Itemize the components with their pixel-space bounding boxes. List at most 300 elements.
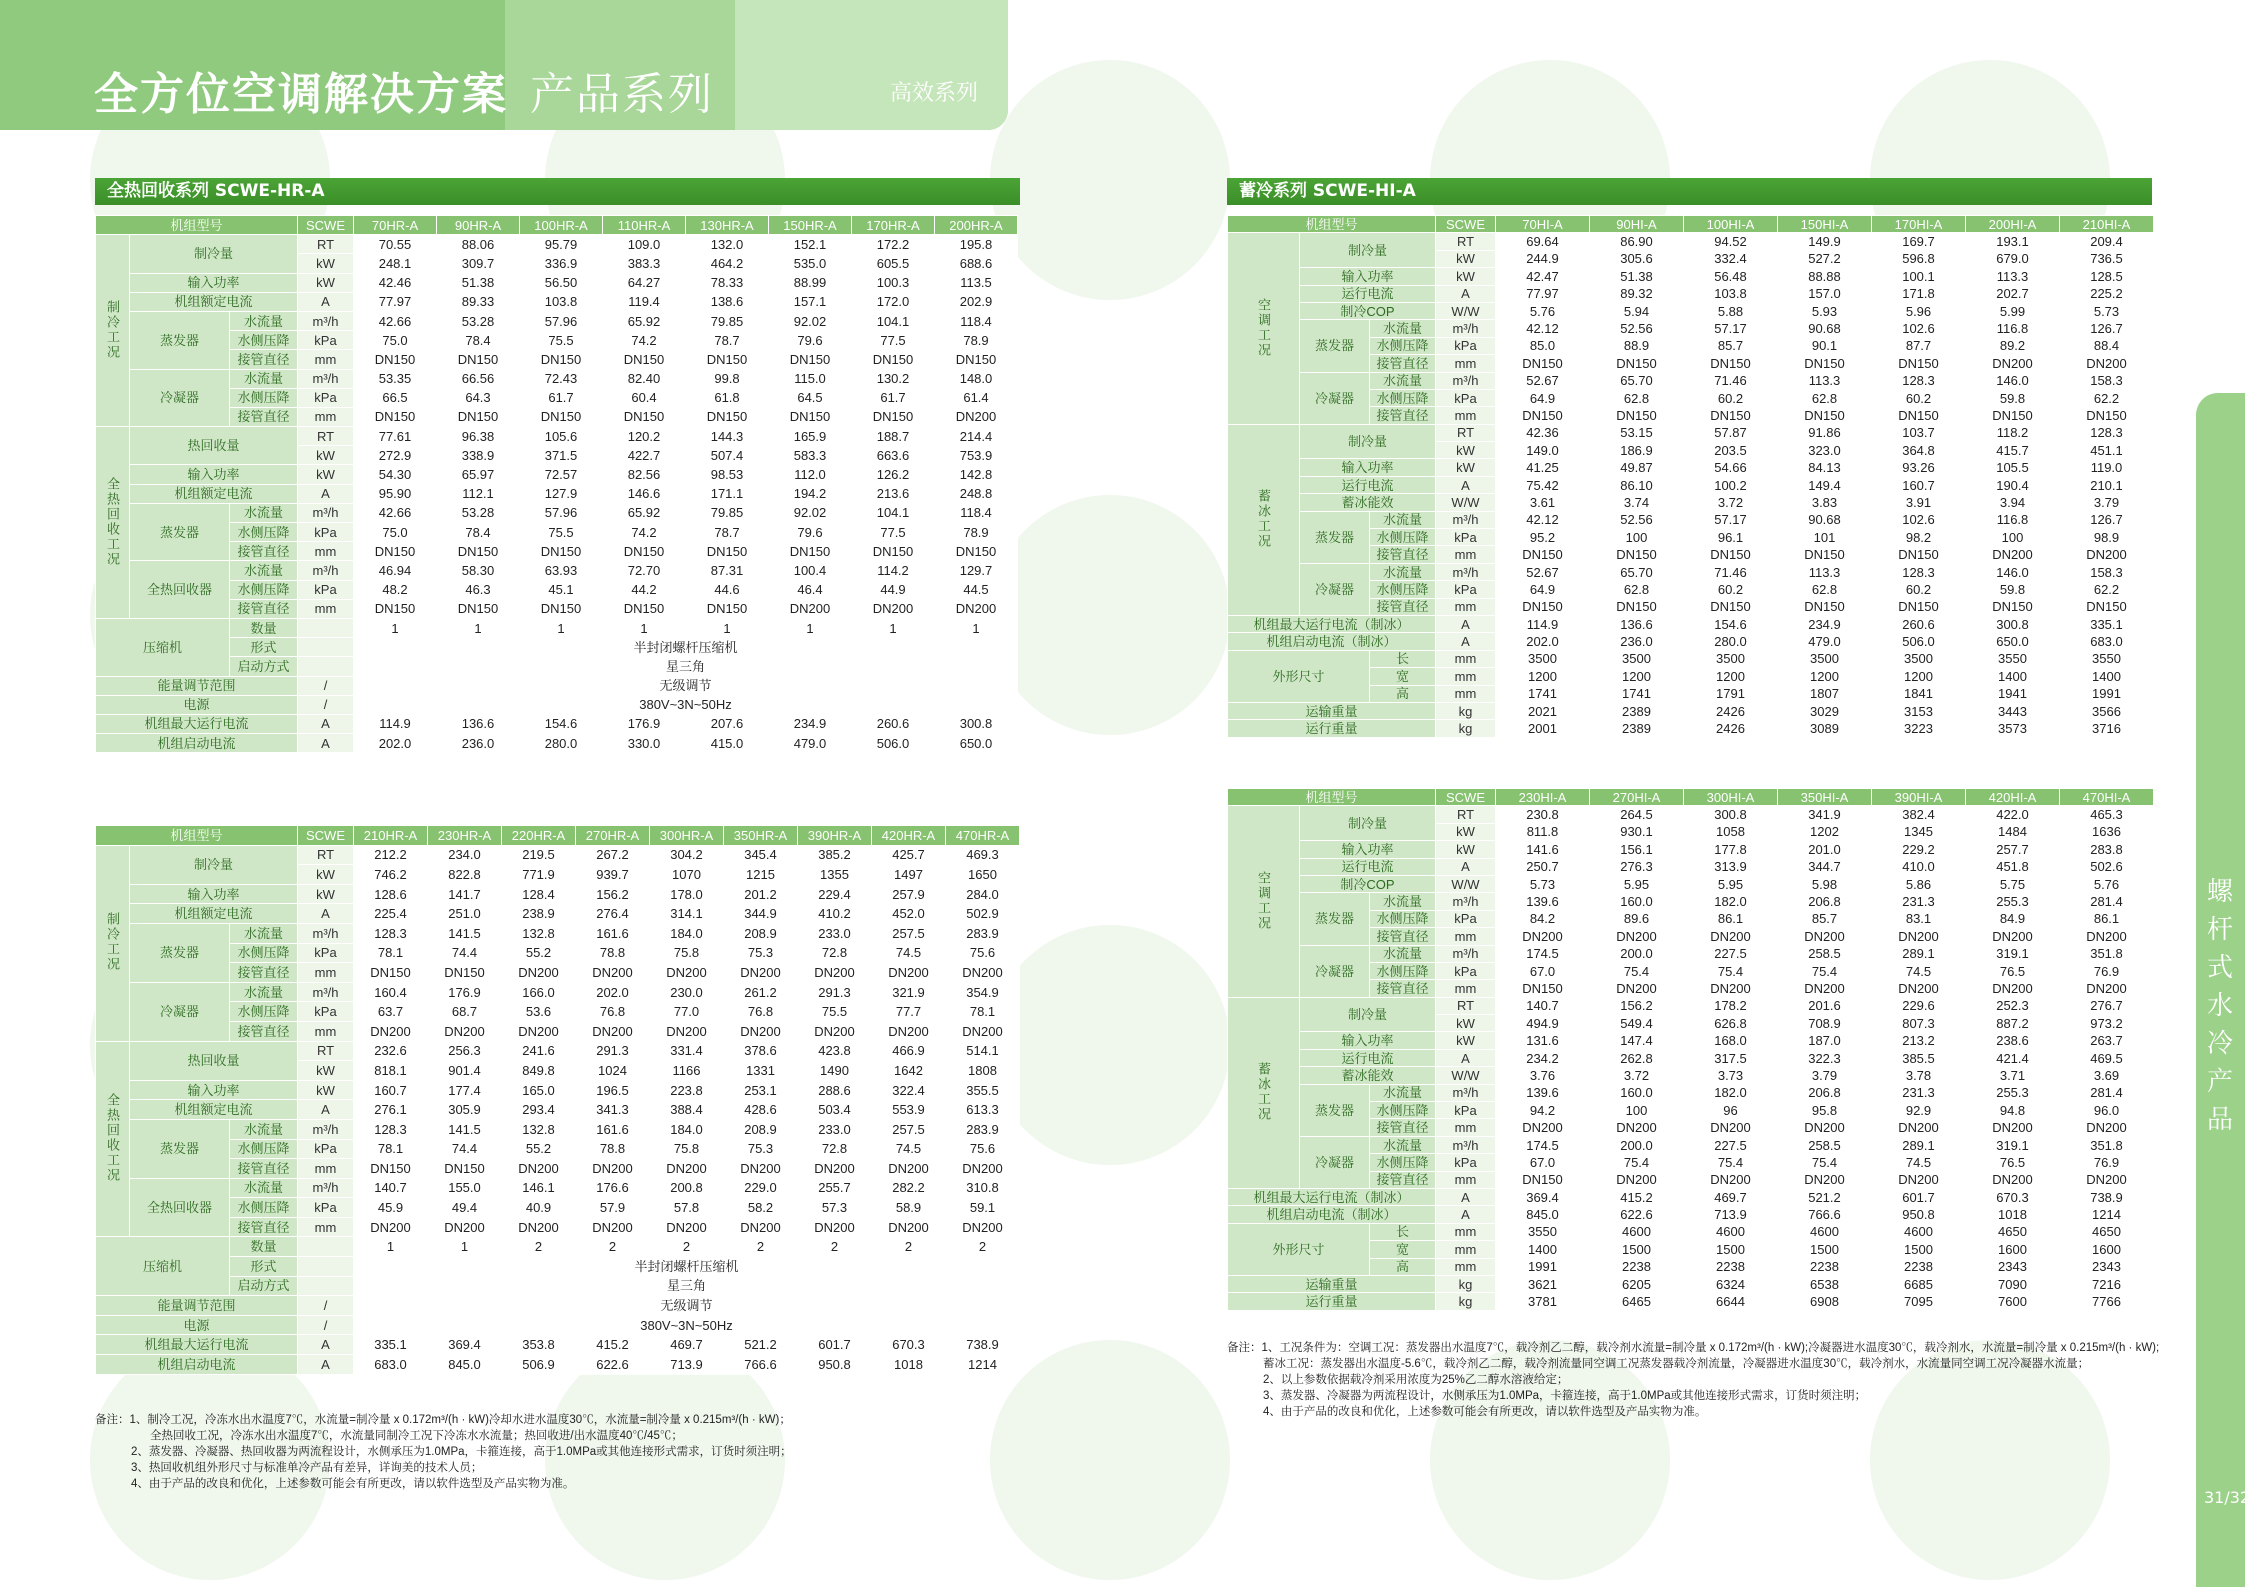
sub-param-label: 接管直径	[230, 1021, 298, 1041]
value-cell: DN200	[2060, 1119, 2154, 1136]
value-cell: 1	[428, 1237, 502, 1257]
value-cell: 236.0	[437, 734, 520, 753]
value-cell: DN200	[946, 1217, 1020, 1237]
table-row	[1228, 875, 2154, 892]
value-cell: 75.6	[946, 943, 1020, 963]
sub-param-label: 水侧压降	[1370, 337, 1436, 354]
value-cell: 86.90	[1590, 233, 1684, 250]
value-cell: 811.8	[1496, 823, 1590, 840]
value-cell: DN150	[603, 542, 686, 561]
value-cell: 182.0	[1684, 1084, 1778, 1101]
value-cell: 148.0	[935, 369, 1018, 388]
value-cell: 300.8	[1966, 615, 2060, 632]
compressor-label: 压缩机	[96, 1237, 230, 1296]
value-cell: 1018	[872, 1355, 946, 1375]
sub-param-label: 接管直径	[230, 963, 298, 983]
condition-label	[96, 1041, 130, 1237]
value-cell: 213.6	[852, 484, 935, 503]
table-row	[1228, 320, 2154, 337]
value-cell: 89.33	[437, 292, 520, 311]
param-label: 机组额定电流	[130, 904, 298, 924]
model-name: 200HR-A	[935, 216, 1018, 235]
value-cell: 5.98	[1778, 875, 1872, 892]
sub-param-label: 长	[1370, 650, 1436, 667]
value-cell: 144.3	[686, 427, 769, 446]
value-cell: 76.9	[2060, 962, 2154, 979]
value-cell: DN200	[354, 1217, 428, 1237]
value-cell: 56.48	[1684, 268, 1778, 285]
value-cell: 200.0	[1590, 945, 1684, 962]
table-row	[96, 369, 1018, 388]
sub-param-label: 启动方式	[230, 657, 298, 676]
table-row	[1228, 563, 2154, 580]
unit-cell: kPa	[298, 1198, 354, 1218]
value-cell: 3.79	[2060, 494, 2154, 511]
unit-cell: kg	[1436, 1275, 1496, 1292]
note-line: 4、由于产品的改良和优化，上述参数可能会有所更改，请以软件选型及产品实物为准。	[131, 1478, 575, 1490]
table-row	[96, 465, 1018, 484]
table-row	[96, 542, 1018, 561]
value-cell: DN150	[769, 407, 852, 426]
value-cell: 1	[520, 618, 603, 637]
value-cell: 1500	[1590, 1241, 1684, 1258]
value-cell: 201.6	[1778, 997, 1872, 1014]
model-header: 机组型号	[96, 826, 298, 846]
value-cell: 64.3	[437, 388, 520, 407]
value-cell: 388.4	[650, 1100, 724, 1120]
value-cell: DN200	[798, 963, 872, 983]
value-cell: 1600	[1966, 1241, 2060, 1258]
value-cell: DN200	[2060, 980, 2154, 997]
component-label: 蒸发器	[130, 1119, 230, 1178]
component-label: 冷凝器	[130, 982, 230, 1041]
sub-param-label: 宽	[1370, 668, 1436, 685]
condition-label	[1228, 424, 1300, 615]
value-cell: DN150	[1590, 407, 1684, 424]
value-cell: 3.73	[1684, 1067, 1778, 1084]
value-cell: 72.57	[520, 465, 603, 484]
value-cell: 280.0	[520, 734, 603, 753]
value-cell: 506.9	[502, 1355, 576, 1375]
value-cell: 503.4	[798, 1100, 872, 1120]
value-cell: 1500	[1778, 1241, 1872, 1258]
value-cell: 86.1	[2060, 910, 2154, 927]
value-cell: 40.9	[502, 1198, 576, 1218]
value-cell: 5.93	[1778, 302, 1872, 319]
table-row	[96, 695, 1018, 714]
value-cell: 89.32	[1590, 285, 1684, 302]
unit-cell: A	[1436, 285, 1496, 302]
value-cell: 141.6	[1496, 841, 1590, 858]
value-cell: 502.6	[2060, 858, 2154, 875]
value-cell: 79.85	[686, 311, 769, 330]
unit-cell: W/W	[1436, 875, 1496, 892]
value-cell: 156.1	[1590, 841, 1684, 858]
value-cell: 202.0	[1496, 633, 1590, 650]
value-cell: 146.1	[502, 1178, 576, 1198]
value-cell: 415.2	[1590, 1188, 1684, 1205]
value-cell: 61.7	[520, 388, 603, 407]
value-cell: DN150	[1496, 407, 1590, 424]
value-cell: 102.6	[1872, 511, 1966, 528]
value-cell: DN150	[1590, 598, 1684, 615]
unit-header: SCWE	[1436, 789, 1496, 806]
value-cell: 231.3	[1872, 893, 1966, 910]
model-header: 机组型号	[1228, 789, 1436, 806]
unit-cell: mm	[1436, 1258, 1496, 1275]
table-row	[96, 311, 1018, 330]
model-name: 210HR-A	[354, 826, 428, 846]
unit-cell: RT	[1436, 424, 1496, 441]
table-row	[1228, 511, 2154, 528]
unit-cell: m³/h	[298, 982, 354, 1002]
sub-param-label: 水流量	[230, 1119, 298, 1139]
vertical-label: 全热回收工况	[105, 1093, 120, 1183]
value-cell: 1058	[1684, 823, 1778, 840]
value-cell: 109.0	[603, 235, 686, 254]
unit-cell: kPa	[298, 331, 354, 350]
value-cell: 231.3	[1872, 1084, 1966, 1101]
value-cell: 126.2	[852, 465, 935, 484]
value-cell: 4600	[1872, 1223, 1966, 1240]
value-cell: 165.0	[502, 1080, 576, 1100]
note-line: 4、由于产品的改良和优化，上述参数可能会有所更改，请以软件选型及产品实物为准。	[1263, 1406, 1707, 1418]
param-label: 制冷COP	[1300, 875, 1436, 892]
value-cell: 626.8	[1684, 1015, 1778, 1032]
value-cell: 469.7	[650, 1335, 724, 1355]
unit-cell: RT	[298, 845, 354, 865]
value-cell: 344.9	[724, 904, 798, 924]
table-row	[96, 273, 1018, 292]
value-cell: 127.9	[520, 484, 603, 503]
value-cell: 344.7	[1778, 858, 1872, 875]
value-cell: DN150	[1872, 355, 1966, 372]
value-cell: 154.6	[1684, 615, 1778, 632]
value-cell: 234.9	[769, 714, 852, 733]
value-cell: 77.5	[852, 523, 935, 542]
value-cell: DN200	[935, 599, 1018, 618]
value-cell: 3621	[1496, 1275, 1590, 1292]
value-cell: 75.4	[1778, 962, 1872, 979]
unit-cell: mm	[1436, 1119, 1496, 1136]
unit-cell: A	[298, 904, 354, 924]
value-cell: DN150	[1872, 546, 1966, 563]
value-cell: 1791	[1684, 685, 1778, 702]
value-cell: 54.30	[354, 465, 437, 484]
param-label: 输入功率	[1300, 1032, 1436, 1049]
value-cell: 354.9	[946, 982, 1020, 1002]
value-cell: 291.3	[576, 1041, 650, 1061]
value-cell: DN200	[724, 963, 798, 983]
unit-cell: A	[298, 292, 354, 311]
value-cell: 822.8	[428, 865, 502, 885]
value-cell: 75.3	[724, 1139, 798, 1159]
sub-param-label: 水流量	[1370, 1084, 1436, 1101]
value-cell: 86.1	[1684, 910, 1778, 927]
value-cell: 82.40	[603, 369, 686, 388]
value-cell: 45.9	[354, 1198, 428, 1218]
value-cell: 369.4	[428, 1335, 502, 1355]
vertical-label: 全热回收工况	[105, 476, 120, 567]
sub-param-label: 高	[1370, 685, 1436, 702]
value-cell: 57.96	[520, 311, 603, 330]
table-row	[1228, 1032, 2154, 1049]
value-cell: 213.2	[1872, 1032, 1966, 1049]
value-cell: 345.4	[724, 845, 798, 865]
table-row	[1228, 459, 2154, 476]
value-cell: 72.70	[603, 561, 686, 580]
value-cell: 69.64	[1496, 233, 1590, 250]
condition-label	[1228, 997, 1300, 1188]
watermark-logo	[990, 925, 1230, 1165]
value-cell: 766.6	[1778, 1206, 1872, 1223]
value-cell: 2001	[1496, 720, 1590, 737]
value-cell: 2238	[1590, 1258, 1684, 1275]
value-cell: 260.6	[852, 714, 935, 733]
value-cell: 62.8	[1778, 581, 1872, 598]
value-cell: 160.0	[1590, 893, 1684, 910]
component-label: 冷凝器	[1300, 563, 1370, 615]
unit-cell: kPa	[298, 1139, 354, 1159]
value-cell: 7600	[1966, 1293, 2060, 1310]
component-label: 蒸发器	[1300, 893, 1370, 945]
value-cell: 263.7	[2060, 1032, 2154, 1049]
param-label: 运行重量	[1228, 720, 1436, 737]
param-label: 机组最大运行电流（制冰）	[1228, 1188, 1436, 1205]
value-cell: 89.6	[1590, 910, 1684, 927]
value-cell: 3153	[1872, 702, 1966, 719]
value-cell: 1991	[1496, 1258, 1590, 1275]
side-tab-label: 螺杆式水冷产品	[2207, 877, 2234, 1135]
value-cell: DN200	[724, 1159, 798, 1179]
value-cell: 219.5	[502, 845, 576, 865]
table-row	[96, 1021, 1020, 1041]
sub-param-label: 水流量	[1370, 893, 1436, 910]
value-cell: DN200	[502, 1159, 576, 1179]
value-cell: 845.0	[1496, 1206, 1590, 1223]
value-cell: 201.2	[724, 884, 798, 904]
condition-label	[96, 235, 130, 427]
value-cell: 155.0	[428, 1178, 502, 1198]
value-cell: 7216	[2060, 1275, 2154, 1292]
value-cell: 160.7	[354, 1080, 428, 1100]
table-row	[96, 216, 1018, 235]
value-cell: 58.30	[437, 561, 520, 580]
value-cell: DN200	[852, 599, 935, 618]
value-cell: 178.0	[650, 884, 724, 904]
value-cell: DN200	[1966, 355, 2060, 372]
value-cell: 98.9	[2060, 529, 2154, 546]
param-label: 运行电流	[1300, 476, 1436, 493]
table-row	[1228, 633, 2154, 650]
unit-cell: mm	[1436, 928, 1496, 945]
unit-header: SCWE	[298, 216, 354, 235]
value-cell: 2389	[1590, 702, 1684, 719]
value-cell: 276.1	[354, 1100, 428, 1120]
value-cell: 353.8	[502, 1335, 576, 1355]
value-cell: 613.3	[946, 1100, 1020, 1120]
value-cell: 172.0	[852, 292, 935, 311]
unit-cell: W/W	[1436, 1067, 1496, 1084]
value-cell: DN200	[650, 963, 724, 983]
value-cell: DN200	[1590, 928, 1684, 945]
param-label: 运行电流	[1300, 858, 1436, 875]
value-cell: 94.52	[1684, 233, 1778, 250]
value-cell: 1	[686, 618, 769, 637]
value-cell: 771.9	[502, 865, 576, 885]
value-cell: 1166	[650, 1061, 724, 1081]
table-row	[1228, 841, 2154, 858]
value-cell: 75.5	[798, 1002, 872, 1022]
table-row	[1228, 476, 2154, 493]
value-cell: 452.0	[872, 904, 946, 924]
value-cell: DN200	[502, 963, 576, 983]
value-cell: 553.9	[872, 1100, 946, 1120]
value-cell: 118.4	[935, 311, 1018, 330]
value-cell: 105.6	[520, 427, 603, 446]
unit-cell: m³/h	[298, 1178, 354, 1198]
value-cell: 410.2	[798, 904, 872, 924]
value-cell: 738.9	[946, 1335, 1020, 1355]
unit-cell: kPa	[298, 943, 354, 963]
sub-param-label: 水侧压降	[1370, 529, 1436, 546]
value-cell: 338.9	[437, 446, 520, 465]
value-cell: 85.7	[1778, 910, 1872, 927]
unit-cell: RT	[1436, 233, 1496, 250]
value-cell: DN200	[2060, 928, 2154, 945]
sub-param-label: 水流量	[230, 503, 298, 522]
value-cell: 98.2	[1872, 529, 1966, 546]
value-cell: 75.4	[1684, 962, 1778, 979]
value-cell: 75.0	[354, 523, 437, 542]
unit-cell	[298, 618, 354, 637]
value-cell: 星三角	[354, 1276, 1020, 1296]
value-cell: 75.8	[650, 943, 724, 963]
component-label: 冷凝器	[1300, 372, 1370, 424]
value-cell: 118.4	[935, 503, 1018, 522]
value-cell: 140.7	[354, 1178, 428, 1198]
table-row	[96, 1041, 1020, 1061]
unit-cell: W/W	[1436, 494, 1496, 511]
model-name: 90HR-A	[437, 216, 520, 235]
value-cell: 241.6	[502, 1041, 576, 1061]
value-cell: 203.5	[1684, 442, 1778, 459]
value-cell: 95.79	[520, 235, 603, 254]
value-cell: DN200	[724, 1217, 798, 1237]
unit-cell: m³/h	[298, 369, 354, 388]
value-cell: 223.8	[650, 1080, 724, 1100]
param-label: 机组启动电流（制冰）	[1228, 633, 1436, 650]
value-cell: 42.66	[354, 503, 437, 522]
value-cell: 65.92	[603, 503, 686, 522]
value-cell: 3089	[1778, 720, 1872, 737]
value-cell: 1	[437, 618, 520, 637]
note-line: 2、蒸发器、冷凝器、热回收器为两流程设计，水侧承压为1.0MPa，卡箍连接，高于1.0MPa或其他连接形式需求，订货时须注明；	[131, 1446, 792, 1458]
dimension-label: 外形尺寸	[1228, 650, 1370, 702]
value-cell: 65.92	[603, 311, 686, 330]
value-cell: 425.7	[872, 845, 946, 865]
value-cell: 233.0	[798, 1119, 872, 1139]
table-row	[96, 599, 1018, 618]
table-row	[1228, 1084, 2154, 1101]
value-cell: 104.1	[852, 311, 935, 330]
value-cell: 385.5	[1872, 1049, 1966, 1066]
value-cell: 52.67	[1496, 563, 1590, 580]
unit-cell: A	[1436, 1188, 1496, 1205]
value-cell: 601.7	[798, 1335, 872, 1355]
component-label: 全热回收器	[130, 561, 230, 619]
value-cell: 422.0	[1966, 806, 2060, 823]
table-row	[1228, 268, 2154, 285]
sub-param-label: 水流量	[1370, 320, 1436, 337]
value-cell: 5.76	[2060, 875, 2154, 892]
component-label: 蒸发器	[130, 503, 230, 561]
value-cell: DN200	[576, 963, 650, 983]
model-name: 230HR-A	[428, 826, 502, 846]
value-cell: 2	[872, 1237, 946, 1257]
value-cell: 1400	[1966, 668, 2060, 685]
value-cell: DN200	[1966, 980, 2060, 997]
value-cell: 58.9	[872, 1198, 946, 1218]
value-cell: 1200	[1496, 668, 1590, 685]
value-cell: 319.1	[1966, 1136, 2060, 1153]
model-name: 230HI-A	[1496, 789, 1590, 806]
value-cell: 2	[724, 1237, 798, 1257]
value-cell: 115.0	[769, 369, 852, 388]
unit-cell: kPa	[298, 523, 354, 542]
value-cell: 332.4	[1684, 250, 1778, 267]
value-cell: 76.8	[724, 1002, 798, 1022]
value-cell: 200.0	[1590, 1136, 1684, 1153]
value-cell: 119.0	[2060, 459, 2154, 476]
unit-cell: mm	[298, 1021, 354, 1041]
model-name: 170HR-A	[852, 216, 935, 235]
value-cell: 149.9	[1778, 233, 1872, 250]
unit-cell: m³/h	[298, 311, 354, 330]
value-cell: 141.5	[428, 1119, 502, 1139]
value-cell: 84.2	[1496, 910, 1590, 927]
value-cell: 465.3	[2060, 806, 2154, 823]
value-cell: 156.2	[1590, 997, 1684, 1014]
value-cell: 317.5	[1684, 1049, 1778, 1066]
value-cell: 234.0	[428, 845, 502, 865]
value-cell: 3.72	[1684, 494, 1778, 511]
sub-param-label: 水流量	[1370, 563, 1436, 580]
value-cell: 61.7	[852, 388, 935, 407]
value-cell: 88.99	[769, 273, 852, 292]
value-cell: 300.8	[1684, 806, 1778, 823]
sub-param-label: 水侧压降	[230, 1198, 298, 1218]
unit-cell: kg	[1436, 720, 1496, 737]
value-cell: DN150	[520, 350, 603, 369]
value-cell: 174.5	[1496, 1136, 1590, 1153]
value-cell: 78.1	[946, 1002, 1020, 1022]
unit-cell: kW	[298, 446, 354, 465]
unit-cell: mm	[1436, 407, 1496, 424]
unit-cell: kW	[298, 865, 354, 885]
value-cell: 622.6	[576, 1355, 650, 1375]
value-cell: 152.1	[769, 235, 852, 254]
value-cell: 46.94	[354, 561, 437, 580]
value-cell: 849.8	[502, 1061, 576, 1081]
model-name: 390HR-A	[798, 826, 872, 846]
value-cell: 113.3	[1778, 372, 1872, 389]
value-cell: 58.2	[724, 1198, 798, 1218]
value-cell: 74.5	[1872, 1154, 1966, 1171]
table-row	[96, 845, 1020, 865]
value-cell: 88.4	[2060, 337, 2154, 354]
value-cell: 161.6	[576, 923, 650, 943]
